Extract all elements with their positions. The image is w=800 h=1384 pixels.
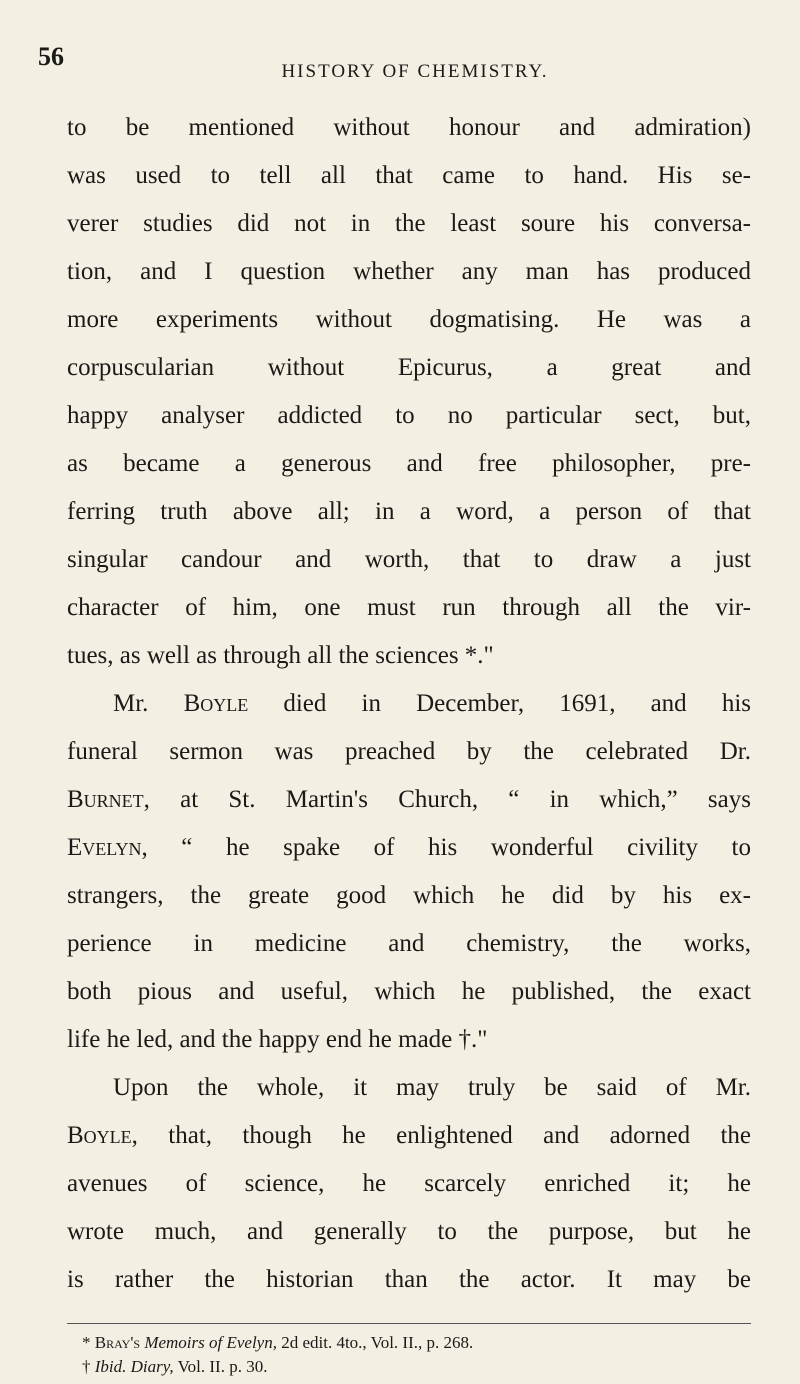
text-line: avenues of science, he scarcely enriched it; he [67, 1170, 751, 1197]
text-line: ferring truth above all; in a word, a person of that [67, 498, 751, 525]
name-evelyn: Evelyn [67, 834, 142, 861]
name-burnet: Burnet [67, 786, 144, 813]
text-line: Mr. Boyle died in December, 1691, and his [113, 690, 751, 717]
text-line: life he led, and the happy end he made †." [67, 1026, 488, 1053]
text-line: to be mentioned without honour and admiration) [67, 114, 751, 141]
footnote-2 [82, 1356, 267, 1378]
text-line: strangers, the greate good which he did by his ex- [67, 882, 751, 909]
text-line: Boyle, that, though he enlightened and adorned the [67, 1122, 751, 1149]
footnote-mark: * [82, 1333, 91, 1352]
text-line: more experiments without dogmatising. He was a [67, 306, 751, 333]
text-line: was used to tell all that came to hand. His se- [67, 162, 751, 189]
name-boyle: Boyle [183, 690, 249, 717]
text-line: is rather the historian than the actor. It may be [67, 1266, 751, 1293]
text-line: verer studies did not in the least soure his conversa- [67, 210, 751, 237]
text-line: singular candour and worth, that to draw a just [67, 546, 751, 573]
name-boyle: Boyle [67, 1122, 132, 1149]
text-line: perience in medicine and chemistry, the works, [67, 930, 751, 957]
footnote-rule [67, 1323, 751, 1324]
text-line: tion, and I question whether any man has produced [67, 258, 751, 285]
text-line: as became a generous and free philosopher, pre- [67, 450, 751, 477]
text-line: corpuscularian without Epicurus, a great and [67, 354, 751, 381]
text-line: Upon the whole, it may truly be said of Mr. [113, 1074, 751, 1101]
footnote-citation: 2d edit. 4to., Vol. II., p. 268. [281, 1333, 474, 1352]
footnote-title: Ibid. Diary, [94, 1357, 174, 1376]
footnote-author: Bray's [94, 1333, 141, 1352]
text-line: character of him, one must run through all the vir- [67, 594, 751, 621]
footnote-mark: † [82, 1357, 91, 1376]
text-line: happy analyser addicted to no particular sect, but, [67, 402, 751, 429]
footnote-1 [82, 1332, 473, 1354]
text-line: tues, as well as through all the sciences *." [67, 642, 494, 669]
running-head: HISTORY OF CHEMISTRY. [281, 61, 549, 82]
text-line: Burnet, at St. Martin's Church, “ in which,” says [67, 786, 751, 813]
text-line: Evelyn, “ he spake of his wonderful civility to [67, 834, 751, 861]
text-line: funeral sermon was preached by the celebrated Dr. [67, 738, 751, 765]
page-number: 56 [38, 42, 64, 71]
text-line: both pious and useful, which he published, the exact [67, 978, 751, 1005]
footnote-title: Memoirs of Evelyn, [144, 1333, 277, 1352]
text-line: wrote much, and generally to the purpose, but he [67, 1218, 751, 1245]
footnote-citation: Vol. II. p. 30. [177, 1357, 268, 1376]
